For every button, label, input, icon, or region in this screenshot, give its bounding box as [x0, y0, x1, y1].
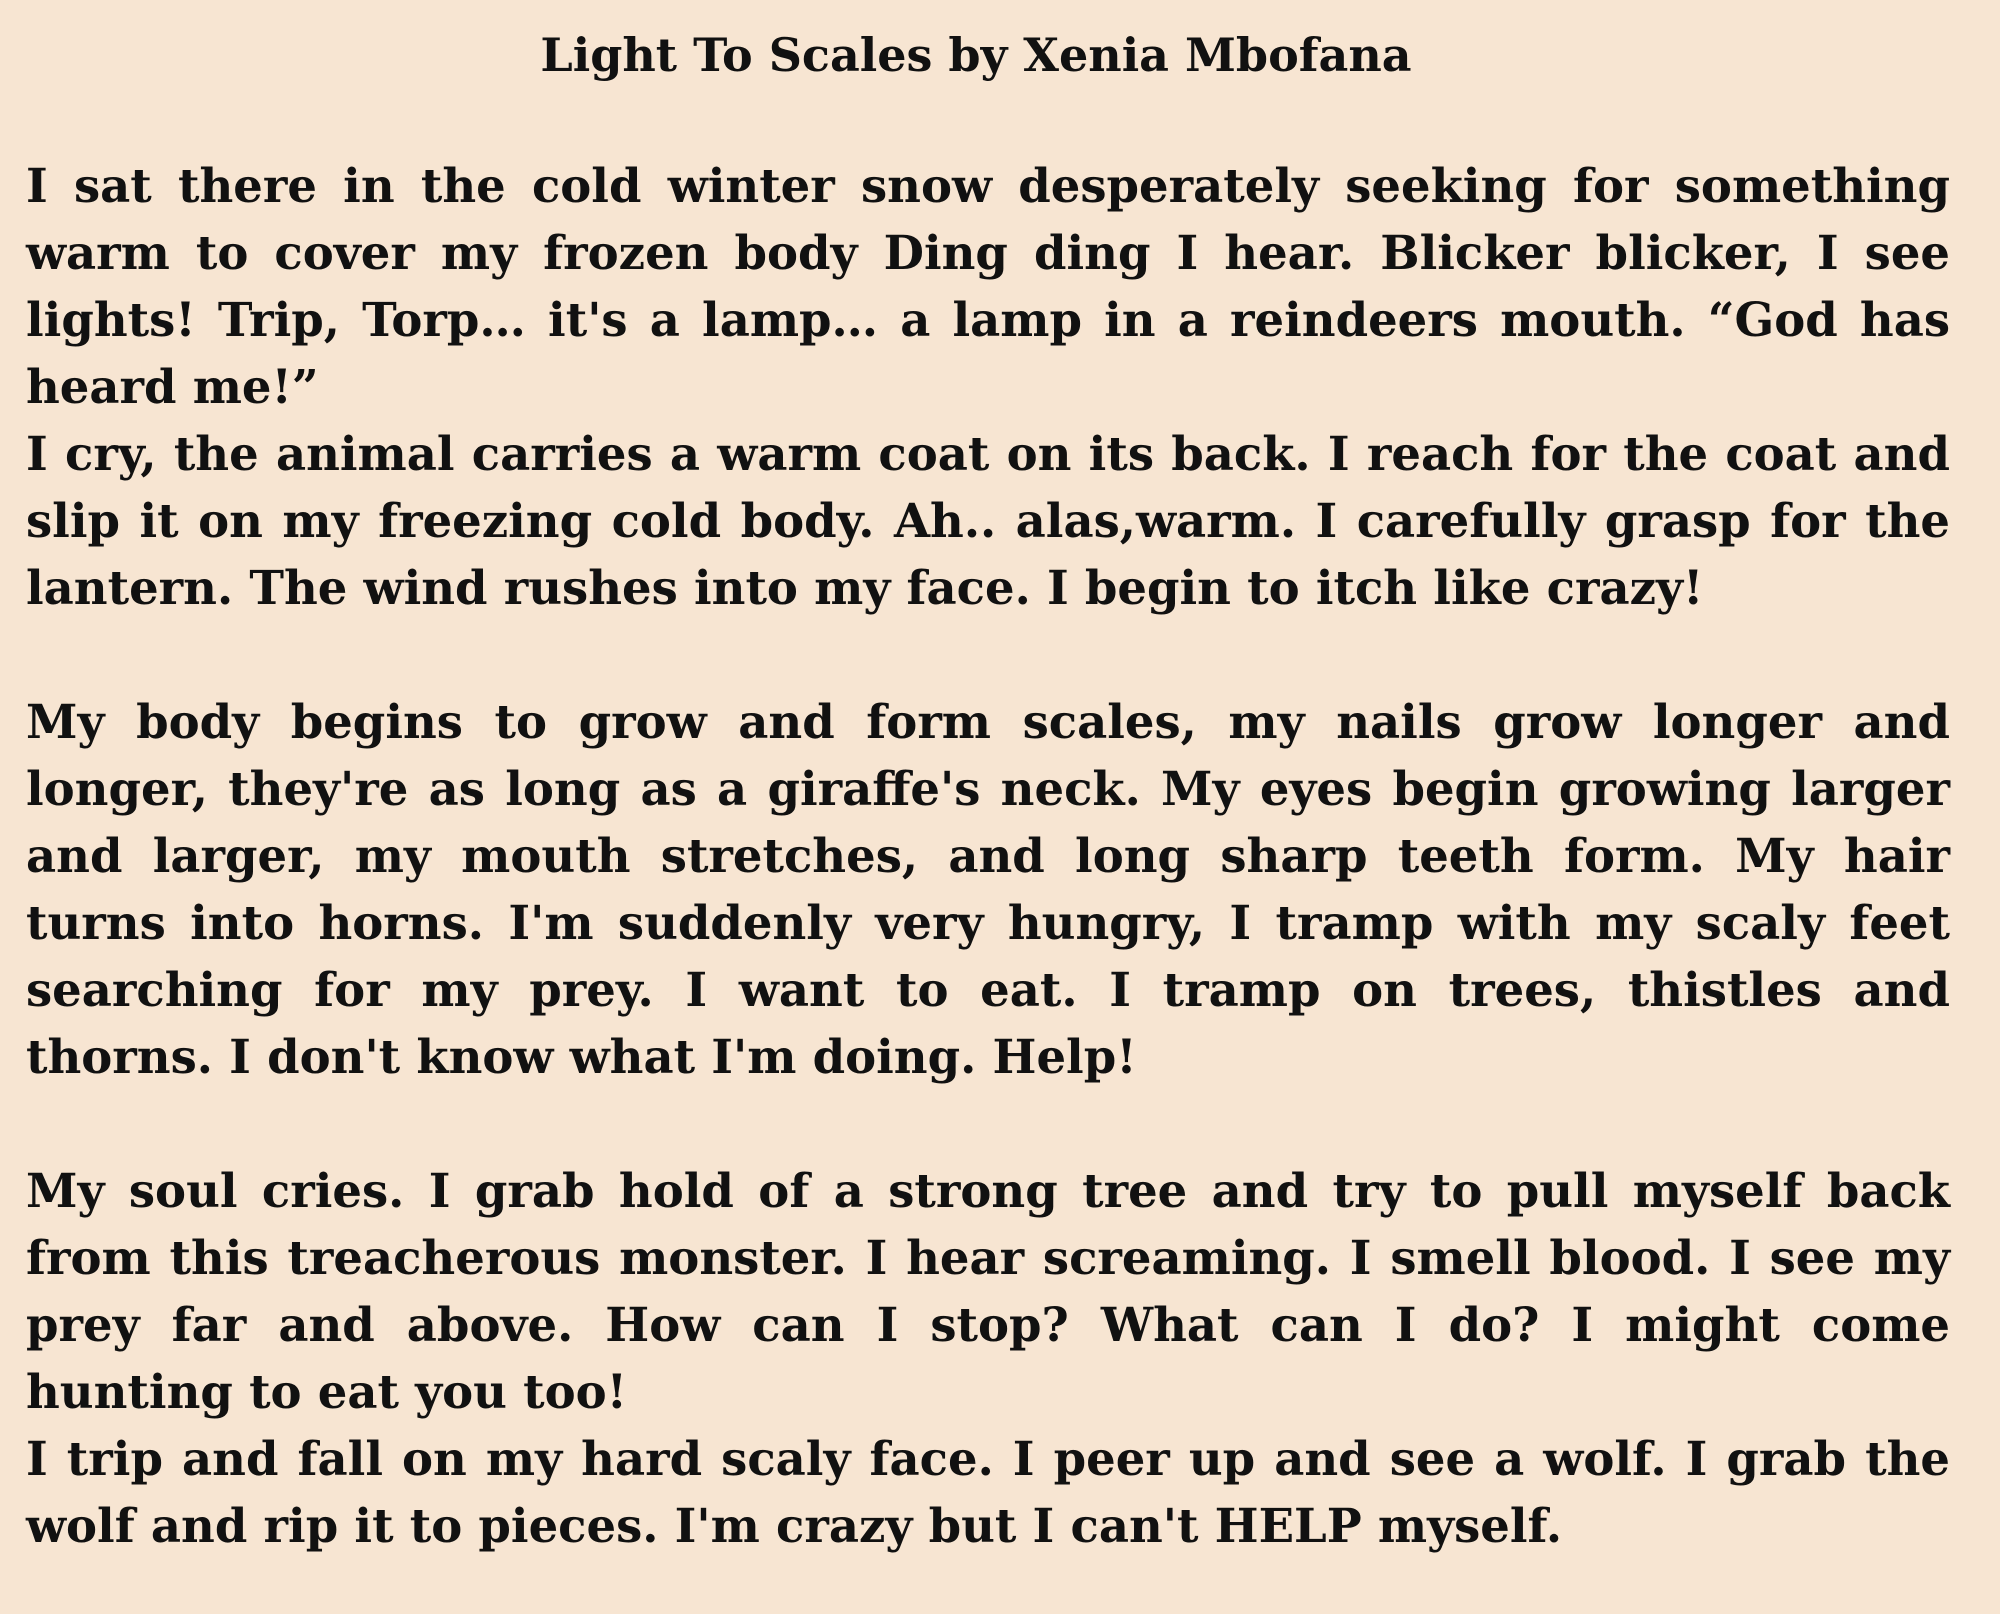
- story-title: Light To Scales by Xenia Mbofana: [540, 28, 1412, 82]
- paragraph-spacer: [26, 621, 1950, 688]
- story-paragraph-5: I trip and fall on my hard scaly face. I peer up and see a wolf. I grab the wolf and rip it to pieces. I'm crazy but I can't HELP myself.: [26, 1431, 1950, 1553]
- story-paragraph-2: I cry, the animal carries a warm coat on its back. I reach for the coat and slip it on my freezing cold body. Ah.. alas,warm. I carefully grasp for the lantern. The wind rushes into my face. I begin to itch like crazy!: [26, 426, 1950, 615]
- story-paragraph-4: My soul cries. I grab hold of a strong tree and try to pull myself back from this treacherous monster. I hear screaming. I smell blood. I see my prey far and above. How can I stop? What can I do? I might come hunting to eat you too!: [26, 1163, 1950, 1419]
- story-paragraph-1: I sat there in the cold winter snow desperately seeking for something warm to cover my frozen body Ding ding I hear. Blicker blicker, I see lights! Trip, Torp… it's a lamp… a lamp in a reindeers mouth. “God has heard me!”: [26, 158, 1950, 414]
- paragraph-spacer: [26, 1090, 1950, 1157]
- story-paragraph-3: My body begins to grow and form scales, my nails grow longer and longer, they're as long as a giraffe's neck. My eyes begin growing larger and larger, my mouth stretches, and long sharp teeth form. My hair turns into horns. I'm suddenly very hungry, I tramp with my scaly feet searching for my prey. I want to eat. I tramp on trees, thistles and thorns. I don't know what I'm doing. Help!: [26, 694, 1950, 1084]
